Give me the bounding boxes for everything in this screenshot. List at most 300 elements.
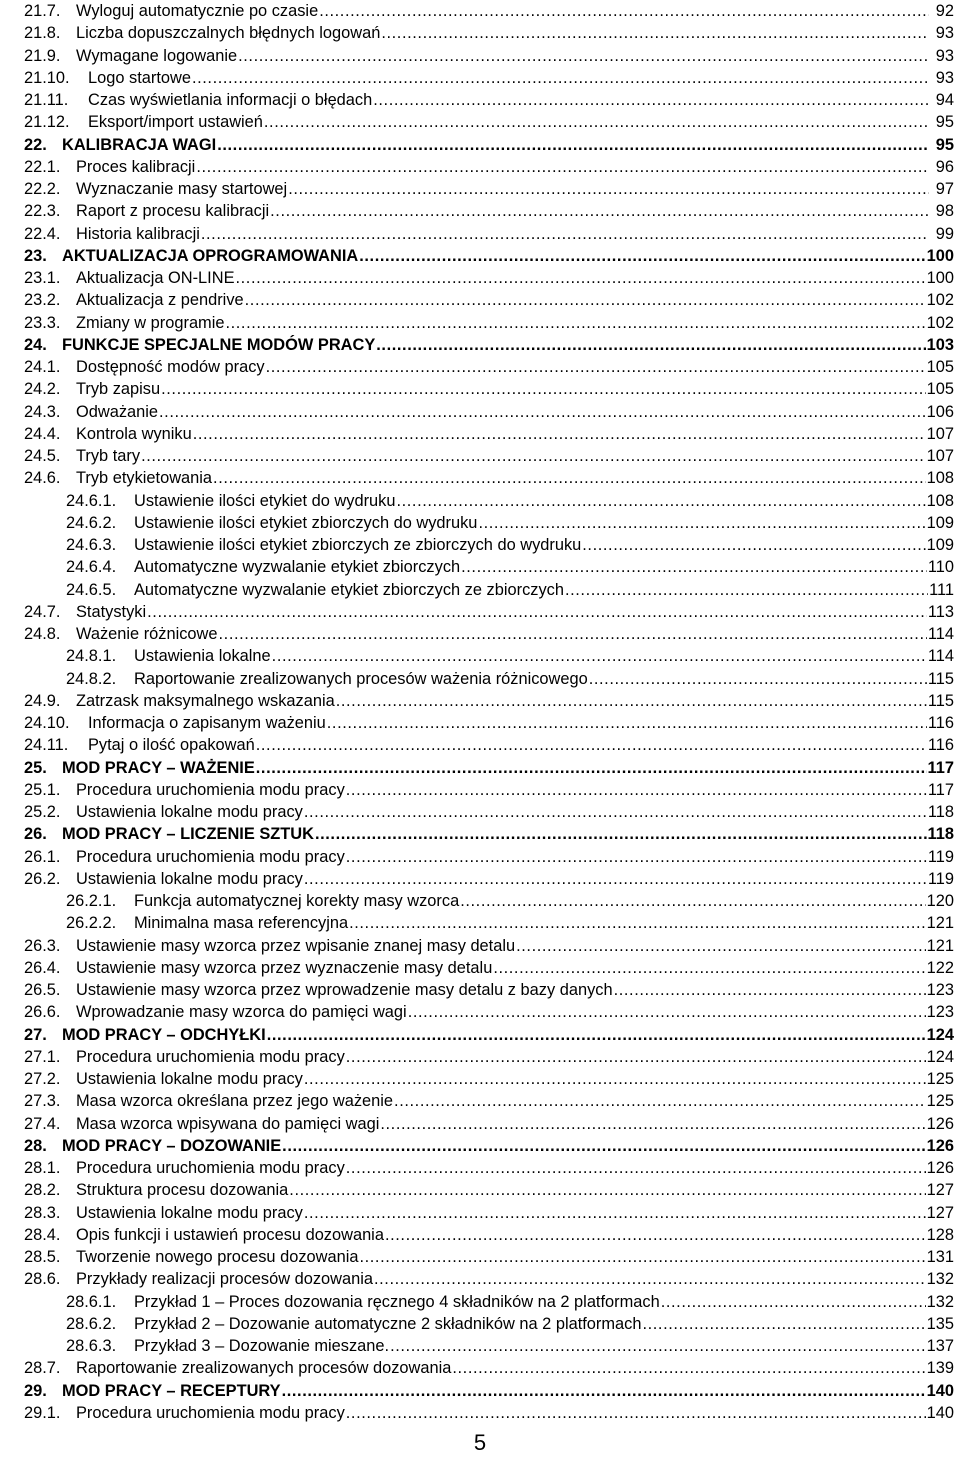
toc-dot-leader [493,957,925,979]
toc-entry[interactable] [24,289,954,311]
toc-entry-number: 28.4. [24,1225,61,1244]
toc-dot-leader [614,979,926,1001]
toc-entry[interactable] [24,712,954,734]
toc-entry-title: MOD PRACY – WAŻENIE [62,758,255,777]
toc-entry-page: 96 [935,157,954,176]
toc-dot-leader [219,623,927,645]
toc-entry-page: 109 [926,513,954,532]
toc-entry-title: Ustawienia lokalne modu pracy [76,1203,303,1222]
toc-entry-page: 123 [926,1003,954,1022]
toc-entry[interactable] [24,801,954,823]
toc-entry-number: 28.6.2. [66,1314,117,1333]
toc-entry[interactable] [24,1291,954,1313]
toc-dot-leader [390,1335,926,1357]
toc-entry[interactable] [24,823,954,845]
toc-dot-leader [267,1024,926,1046]
toc-entry-number: 24.11. [24,736,69,755]
toc-dot-leader [192,67,929,89]
toc-dot-leader [346,779,927,801]
toc-entry[interactable] [24,1024,954,1046]
toc-entry-number: 26.4. [24,958,61,977]
toc-dot-leader [478,512,925,534]
toc-entry-number: 21.12. [24,113,70,132]
toc-entry-number: 24. [24,335,47,354]
toc-entry-title: Procedura uruchomienia modu pracy [76,780,345,799]
toc-entry-page: 137 [926,1337,954,1355]
toc-dot-leader [193,423,926,445]
toc-entry-number: 23. [24,246,47,265]
toc-entry-title: Automatyczne wyzwalanie etykiet zbiorczych [134,558,461,577]
toc-entry-page: 126 [926,1159,954,1177]
toc-entry-title: Automatyczne wyzwalanie etykiet zbiorczych ze zbiorczych [134,580,564,599]
toc-entry-number: 24.5. [24,447,61,465]
toc-entry-page: 107 [926,424,954,443]
toc-entry-number: 24.8. [24,625,61,643]
toc-entry-number: 25. [24,758,47,777]
toc-entry-title: Raportowanie zrealizowanych procesów ważenia różnicowego [134,669,588,688]
toc-entry-number: 24.6.1. [66,491,117,510]
toc-entry-title: Statystyki [76,602,147,621]
toc-dot-leader [288,178,929,200]
toc-entry[interactable] [24,245,954,267]
toc-entry-number: 25.1. [24,780,61,799]
toc-entry[interactable] [24,579,954,601]
toc-entry-page: 121 [926,914,954,933]
toc-dot-leader [452,1357,925,1379]
toc-entry[interactable] [24,979,954,1001]
toc-dot-leader [270,200,929,222]
toc-entry-number: 27.3. [24,1092,61,1111]
toc-entry-title: Procedura uruchomienia modu pracy [76,1159,345,1177]
toc-entry-title: Tworzenie nowego procesu dozowania [76,1248,359,1266]
toc-entry-page: 108 [926,469,954,488]
toc-entry-page: 107 [926,447,954,465]
toc-entry-page: 135 [926,1314,954,1333]
toc-entry-number: 24.8.2. [66,669,117,688]
toc-dot-leader [661,1291,926,1313]
toc-entry-number: 24.2. [24,380,61,399]
toc-dot-leader [380,1113,925,1135]
toc-entry-number: 24.3. [24,402,61,421]
toc-entry-number: 24.9. [24,691,61,710]
toc-entry-page: 122 [926,958,954,977]
toc-entry-page: 95 [935,135,954,154]
toc-entry[interactable] [24,200,954,222]
toc-dot-leader [374,1268,926,1290]
toc-entry-number: 24.6.2. [66,513,117,532]
toc-entry-title: Ustawienie masy wzorca przez wpisanie znanej masy detalu [76,936,516,955]
toc-entry-page: 99 [935,224,954,243]
toc-dot-leader [161,378,926,400]
toc-entry-page: 97 [935,180,954,198]
toc-entry-page: 117 [927,758,954,777]
toc-entry-title: Przykłady realizacji procesów dozowania [76,1270,373,1289]
toc-dot-leader [589,668,927,690]
toc-entry-number: 28.6.1. [66,1292,117,1311]
toc-entry-title: Procedura uruchomienia modu pracy [76,847,345,866]
page-number: 5 [473,1430,487,1455]
toc-entry[interactable] [24,779,954,801]
toc-entry-title: Masa wzorca określana przez jego ważenie [76,1092,394,1111]
toc-entry-page: 114 [927,647,954,666]
toc-entry[interactable] [24,467,954,489]
toc-entry-page: 132 [926,1270,954,1289]
toc-entry[interactable] [24,512,954,534]
toc-entry[interactable] [24,623,954,645]
toc-entry-page: 93 [935,24,954,43]
toc-entry-number: 26.1. [24,847,61,866]
toc-entry-title: FUNKCJE SPECJALNE MODÓW PRACY [62,335,376,354]
toc-entry[interactable] [24,1268,954,1290]
toc-entry-title: Opis funkcji i ustawień procesu dozowania [76,1225,384,1244]
toc-entry-title: Czas wyświetlania informacji o błędach [88,91,373,109]
toc-entry-number: 26.2.1. [66,892,117,910]
toc-dot-leader [225,312,925,334]
toc-entry[interactable] [24,1357,954,1379]
toc-entry-number: 28.5. [24,1248,61,1266]
toc-entry-number: 24.8.1. [66,647,117,666]
toc-dot-leader [264,111,929,133]
toc-dot-leader [359,1246,925,1268]
toc-entry-number: 27.4. [24,1114,61,1133]
toc-entry-page: 115 [927,669,954,688]
toc-dot-leader [256,757,927,779]
toc-entry-title: Wyznaczanie masy startowej [76,180,288,198]
toc-entry[interactable] [24,490,954,512]
toc-dot-leader [642,1313,925,1335]
toc-entry[interactable] [24,534,954,556]
toc-entry-title: Tryb zapisu [76,380,161,399]
toc-dot-leader [282,1380,926,1402]
toc-entry-page: 113 [927,602,954,621]
toc-entry[interactable] [24,1001,954,1023]
toc-entry-page: 95 [935,113,954,132]
toc-dot-leader [141,445,926,467]
toc-entry-number: 27.2. [24,1070,61,1088]
toc-entry-number: 29. [24,1381,47,1400]
toc-dot-leader [266,356,926,378]
toc-entry-title: Ustawienia lokalne modu pracy [76,869,303,888]
toc-entry-number: 24.4. [24,424,61,443]
toc-entry-title: Wprowadzanie masy wzorca do pamięci wagi [76,1003,407,1022]
toc-entry-page: 124 [926,1025,954,1044]
toc-entry[interactable] [24,401,954,423]
toc-entry[interactable] [24,601,954,623]
toc-entry-page: 124 [926,1047,954,1066]
toc-entry[interactable] [24,1335,954,1357]
toc-entry-number: 26.6. [24,1003,61,1022]
toc-entry[interactable] [24,178,954,200]
toc-entry[interactable] [24,1246,954,1268]
toc-dot-leader [196,156,929,178]
toc-dot-leader [282,1135,925,1157]
toc-entry-number: 26.2.2. [66,914,117,933]
toc-entry-page: 131 [926,1248,954,1266]
toc-entry-title: Ustawienia lokalne [134,647,271,666]
toc-entry-page: 140 [926,1381,954,1400]
toc-dot-leader [516,935,926,957]
toc-entry-page: 120 [926,892,954,910]
toc-entry-title: Dostępność modów pracy [76,358,265,376]
toc-entry-title: Ustawienia lokalne modu pracy [76,1070,303,1088]
toc-entry-title: Raport z procesu kalibracji [76,202,270,221]
toc-dot-leader [408,1001,926,1023]
toc-entry[interactable] [24,22,954,44]
toc-dot-leader [346,1157,926,1179]
toc-dot-leader [272,645,927,667]
toc-entry-title: Minimalna masa referencyjna [134,914,349,933]
toc-dot-leader [346,1402,926,1424]
toc-entry-title: Raportowanie zrealizowanych procesów dozowania [76,1359,452,1378]
toc-entry-page: 119 [927,847,954,866]
toc-entry-number: 26.5. [24,981,61,999]
toc-dot-leader [147,601,927,623]
toc-entry-page: 127 [926,1203,954,1222]
toc-dot-leader [315,823,927,845]
toc-dot-leader [461,556,927,578]
toc-entry-number: 21.9. [24,46,61,65]
toc-entry-page: 126 [926,1114,954,1133]
toc-entry[interactable] [24,957,954,979]
toc-entry-title: Ustawienie ilości etykiet zbiorczych ze zbiorczych do wydruku [134,536,582,554]
toc-entry-title: Zatrzask maksymalnego wskazania [76,691,335,710]
toc-entry-number: 28.2. [24,1181,61,1200]
toc-entry[interactable] [24,1313,954,1335]
toc-dot-leader [238,45,929,67]
toc-entry-number: 21.7. [24,2,61,20]
toc-entry-number: 29.1. [24,1403,61,1422]
toc-entry-number: 24.6.3. [66,536,117,554]
toc-entry-number: 28.6.3. [66,1337,117,1355]
toc-entry-title: Ustawienie masy wzorca przez wprowadzenie masy detalu z bazy danych [76,981,613,999]
toc-entry[interactable] [24,45,954,67]
toc-entry[interactable] [24,1402,954,1424]
toc-entry-page: 116 [927,714,954,732]
toc-entry-title: Wymagane logowanie [76,46,238,65]
toc-entry-page: 127 [926,1181,954,1200]
toc-entry-title: Historia kalibracji [76,224,200,243]
toc-entry-title: MOD PRACY – ODCHYŁKI [62,1025,266,1044]
toc-dot-leader [346,846,927,868]
toc-entry[interactable] [24,0,954,22]
toc-entry[interactable] [24,1068,954,1090]
toc-entry-title: MOD PRACY – RECEPTURY [62,1381,281,1400]
toc-dot-leader [256,734,927,756]
toc-entry-page: 102 [926,313,954,332]
toc-dot-leader [381,22,929,44]
toc-entry-number: 22.2. [24,180,61,198]
toc-entry-number: 28. [24,1136,47,1155]
toc-entry-title: Ustawienie ilości etykiet zbiorczych do wydruku [134,513,478,532]
toc-entry[interactable] [24,757,954,779]
toc-entry-page: 93 [935,68,954,87]
toc-entry-page: 119 [927,869,954,888]
toc-entry-number: 24.6.5. [66,580,117,599]
toc-dot-leader [217,134,929,156]
toc-entry[interactable] [24,556,954,578]
toc-entry-title: Procedura uruchomienia modu pracy [76,1047,345,1066]
toc-entry[interactable] [24,312,954,334]
toc-entry-page: 126 [926,1136,954,1155]
toc-entry-title: Aktualizacja ON-LINE [76,269,235,287]
toc-entry-title: MOD PRACY – LICZENIE SZTUK [62,825,314,844]
toc-entry-number: 24.6.4. [66,558,117,577]
table-of-contents [24,0,954,1424]
toc-entry[interactable] [24,223,954,245]
toc-dot-leader [385,1224,926,1246]
toc-entry-title: Ważenie różnicowe [76,625,218,643]
toc-entry-title: Proces kalibracji [76,157,196,176]
toc-entry[interactable] [24,134,954,156]
toc-dot-leader [245,289,926,311]
toc-entry[interactable] [24,356,954,378]
toc-dot-leader [304,801,927,823]
toc-entry-title: Aktualizacja z pendrive [76,291,244,310]
toc-entry-page: 105 [926,358,954,376]
toc-entry-number: 21.11. [24,91,69,109]
toc-entry[interactable] [24,1179,954,1201]
toc-entry[interactable] [24,935,954,957]
toc-entry-page: 100 [926,246,954,265]
toc-entry-page: 125 [926,1092,954,1111]
toc-entry-page: 98 [935,202,954,221]
toc-entry-number: 22.1. [24,157,61,176]
toc-entry[interactable] [24,846,954,868]
toc-entry-number: 21.8. [24,24,61,43]
toc-entry-page: 128 [926,1225,954,1244]
toc-entry[interactable] [24,1046,954,1068]
toc-entry-number: 22. [24,135,47,154]
toc-dot-leader [304,1202,926,1224]
toc-entry[interactable] [24,1090,954,1112]
toc-entry[interactable] [24,690,954,712]
toc-entry-title: Masa wzorca wpisywana do pamięci wagi [76,1114,380,1133]
toc-entry-number: 28.6. [24,1270,61,1289]
toc-entry-number: 28.1. [24,1159,61,1177]
toc-entry-title: Ustawienia lokalne modu pracy [76,803,303,821]
toc-entry[interactable] [24,334,954,356]
toc-entry-title: Pytaj o ilość opakowań [88,736,255,755]
toc-entry[interactable] [24,423,954,445]
toc-entry-title: Struktura procesu dozowania [76,1181,289,1200]
toc-entry-title: Logo startowe [88,68,191,87]
toc-entry-title: Wyloguj automatycznie po czasie [76,2,319,20]
toc-entry-number: 26.3. [24,936,61,955]
toc-dot-leader [376,334,925,356]
toc-entry-title: Zmiany w programie [76,313,225,332]
toc-entry-title: Odważanie [76,402,159,421]
toc-entry-page: 116 [927,736,954,755]
toc-entry-number: 22.3. [24,202,61,221]
toc-entry-page: 118 [927,825,954,844]
toc-entry-title: Przykład 1 – Proces dozowania ręcznego 4 składników na 2 platformach [134,1292,660,1311]
toc-entry-title: Przykład 3 – Dozowanie mieszane. [134,1337,390,1355]
toc-entry-title: KALIBRACJA WAGI [62,135,217,154]
toc-entry-number: 28.7. [24,1359,61,1378]
toc-entry-page: 109 [926,536,954,554]
toc-entry-number: 27. [24,1025,47,1044]
toc-dot-leader [349,912,926,934]
toc-entry-page: 123 [926,981,954,999]
toc-entry-page: 132 [926,1292,954,1311]
toc-dot-leader [565,579,928,601]
toc-entry-number: 26. [24,825,47,844]
toc-entry-page: 103 [926,335,954,354]
toc-entry-title: Procedura uruchomienia modu pracy [76,1403,345,1422]
toc-entry[interactable] [24,668,954,690]
toc-entry[interactable] [24,267,954,289]
toc-entry[interactable] [24,1113,954,1135]
toc-dot-leader [319,0,929,22]
toc-entry-title: AKTUALIZACJA OPROGRAMOWANIA [62,246,359,265]
toc-entry[interactable] [24,67,954,89]
toc-entry-number: 24.7. [24,602,61,621]
toc-entry[interactable] [24,1224,954,1246]
toc-entry-number: 24.1. [24,358,61,376]
toc-entry-page: 93 [935,46,954,65]
toc-entry[interactable] [24,378,954,400]
toc-entry-title: Tryb etykietowania [76,469,213,488]
toc-dot-leader [236,267,926,289]
toc-entry-page: 110 [927,558,954,577]
toc-entry-title: Liczba dopuszczalnych błędnych logowań [76,24,381,43]
toc-entry[interactable] [24,868,954,890]
toc-entry[interactable] [24,1380,954,1402]
toc-dot-leader [359,245,925,267]
toc-dot-leader [327,712,927,734]
toc-entry[interactable] [24,1202,954,1224]
toc-entry-page: 111 [929,580,954,599]
toc-entry-number: 24.6. [24,469,61,488]
toc-entry[interactable] [24,111,954,133]
toc-dot-leader [213,467,926,489]
toc-entry-number: 24.10. [24,714,70,732]
toc-entry[interactable] [24,156,954,178]
toc-dot-leader [582,534,925,556]
toc-entry-page: 114 [927,625,954,643]
toc-dot-leader [159,401,926,423]
toc-entry-number: 23.1. [24,269,61,287]
toc-entry-title: Tryb tary [76,447,141,465]
toc-entry-page: 92 [935,2,954,20]
toc-dot-leader [336,690,927,712]
toc-entry-page: 105 [926,380,954,399]
toc-entry[interactable] [24,1157,954,1179]
toc-entry-number: 25.2. [24,803,61,821]
toc-entry-number: 23.3. [24,313,61,332]
toc-entry-title: Eksport/import ustawień [88,113,263,132]
toc-dot-leader [394,1090,926,1112]
toc-dot-leader [304,868,927,890]
toc-entry[interactable] [24,890,954,912]
toc-entry-page: 115 [927,691,954,710]
toc-entry-title: Informacja o zapisanym ważeniu [88,714,326,732]
toc-dot-leader [396,490,925,512]
toc-entry-page: 106 [926,402,954,421]
toc-entry[interactable] [24,912,954,934]
toc-entry-page: 108 [926,491,954,510]
toc-entry-page: 140 [926,1403,954,1422]
toc-entry[interactable] [24,734,954,756]
toc-entry[interactable] [24,445,954,467]
toc-entry[interactable] [24,645,954,667]
toc-entry[interactable] [24,1135,954,1157]
toc-entry-page: 125 [926,1070,954,1088]
toc-entry-title: Funkcja automatycznej korekty masy wzorca [134,892,460,910]
toc-entry-title: Ustawienie ilości etykiet do wydruku [134,491,396,510]
toc-entry[interactable] [24,89,954,111]
toc-entry-page: 100 [926,269,954,287]
